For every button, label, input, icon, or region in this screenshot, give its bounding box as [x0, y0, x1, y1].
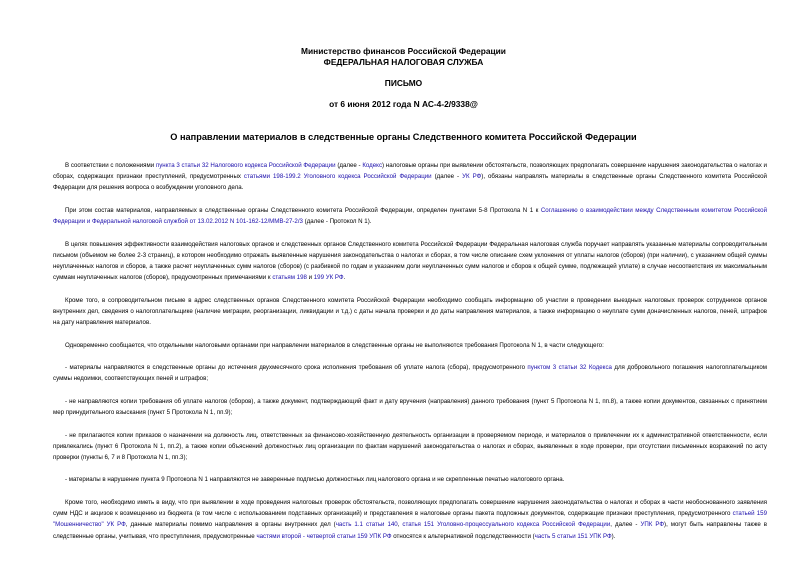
paragraph-text: (далее - Протокол N 1). — [302, 218, 372, 226]
body-paragraph — [53, 362, 767, 384]
paragraph-text: и — [306, 274, 314, 282]
document-subject: О направлении материалов в следственные органы Следственного комитета Российской Федерации — [170, 132, 637, 142]
paragraph-text: , данные материалы помимо направления в органы внутренних дел ( — [125, 521, 336, 529]
paragraph-text: - материалы направляются в следственные органы до истечения двухмесячного срока исполнения требования об уплате налога (сбора), предусмотренного — [65, 364, 528, 372]
paragraph-text: , — [397, 521, 403, 529]
paragraph-text: (далее - — [335, 162, 363, 169]
paragraph-text: относятся к альтернативной подследственности ( — [391, 532, 535, 540]
paragraph-text: . — [343, 274, 346, 282]
body-paragraph — [53, 340, 767, 351]
paragraph-text: В целях повышения эффективности взаимодействия налоговых органов и следственных органов Следственного комитета Российской Федерации Федеральная налоговая служба поручает направлять указанные материалы сопроводительным письмом (объемом не более 2-3 страниц), в котором необходимо отражать выявленные нарушения законодательства о налогах и сборах, в том числе описание схем уклонения от уплаты налогов (сборов) (при наличии), с указанием общей суммы неуплаченных налогов и сборов, а также расчет неуплаченных сумм налогов (сборов) (с разбивкой по годам и указанием доли неуплаченных сумм налогов и сборов к общей сумме, подлежащей уплате) в случае несоответствия их максимальным суммам неуплаченных налогов (сборов), предусмотренных примечаниями к — [53, 240, 767, 282]
paragraph-text: , далее - — [610, 521, 641, 529]
legal-reference-link[interactable]: статьям 198 — [272, 274, 307, 282]
legal-reference-link[interactable]: 199 УК РФ — [313, 274, 344, 282]
body-paragraph — [53, 205, 767, 227]
legal-reference-link[interactable]: статьями 198-199.2 Уголовного кодекса Российской Федерации — [243, 173, 432, 181]
legal-reference-link[interactable]: пункта 3 статьи 32 Налогового кодекса Российской Федерации — [155, 162, 336, 169]
legal-reference-link[interactable]: статьей 159 "Мошенничество" УК РФ — [53, 510, 767, 529]
paragraph-text: ) налоговые органы при выявлении обстоятельств, позволяющих предполагать совершение нарушения законодательства о налогах и сборах, содержащих признаки преступлений, предусмотренных — [53, 162, 767, 181]
body-paragraph — [53, 160, 767, 194]
legal-reference-link[interactable]: Кодекс — [362, 162, 383, 169]
issuer-block — [0, 46, 807, 67]
paragraph-text: (далее - — [431, 173, 463, 181]
document-body — [53, 160, 767, 553]
legal-reference-link[interactable]: часть 5 статьи 151 УПК РФ — [534, 532, 612, 540]
body-paragraph — [53, 474, 767, 485]
paragraph-text: Одновременно сообщается, что отдельными налоговыми органами при направлении материалов в следственные органы не выполняются требования Протокола N 1, в части следующего: — [65, 341, 604, 349]
paragraph-text: ), могут быть направлены также в следственные органы, учитывая, что преступления, предусмотренные — [53, 521, 767, 540]
paragraph-text: ). — [611, 532, 616, 540]
service-name: ФЕДЕРАЛЬНАЯ НАЛОГОВАЯ СЛУЖБА — [323, 56, 484, 67]
document-type: ПИСЬМО — [384, 78, 423, 88]
paragraph-text: В соответствии с положениями — [65, 162, 156, 169]
legal-reference-link[interactable]: часть 1.1 статьи 140 — [335, 521, 398, 529]
paragraph-text: Кроме того, в сопроводительном письме в адрес следственных органов Следственного комитета Российской Федерации необходимо сообщать информацию об участии в проведении выездных налоговых проверок сотрудников органов внутренних дел, сведения о налогоплательщике (наличие миграции, реорганизации, ликвидации и т.д.) с даты начала проверки и до даты направления материалов, а также информацию о неуплате сумм доначисленных налогов, пеней, штрафов на дату направления материалов. — [53, 296, 767, 327]
body-paragraph — [53, 295, 767, 329]
paragraph-text: При этом состав материалов, направляемых в следственные органы Следственного комитета Российской Федерации, определен пунктами 5-8 Протокола N 1 к — [65, 206, 541, 214]
paragraph-text: - не направляются копии требования об уплате налогов (сборов), а также документ, подтверждающий факт и дату вручения (направления) данного требования (пункт 5 Протокола N 1, пп.8), а также копии документов, связанных с принятием мер принудительного взыскания (пункт 5 Протокола N 1, пп.9); — [53, 397, 767, 417]
legal-reference-link[interactable]: Соглашению о взаимодействии между Следственным комитетом Российской Федерации и Федеральной налоговой службой от 13.02.2012 N 101-162-12/ММВ-27-2/3 — [53, 206, 767, 226]
paragraph-text: ), обязаны направлять материалы в следственные органы Следственного комитета Российской Федерации для решения вопроса о возбуждении уголовного дела. — [53, 173, 767, 192]
paragraph-text: для добровольного погашения налогоплательщиком суммы недоимки, соответствующих пеней и штрафов; — [53, 364, 768, 383]
legal-reference-link[interactable]: пунктом 3 статьи 32 Кодекса — [527, 364, 612, 372]
legal-reference-link[interactable]: статья 151 Уголовно-процессуального кодекса Российской Федерации — [402, 521, 611, 529]
paragraph-text: Кроме того, необходимо иметь в виду, что при выявлении в ходе проведения налоговых проверок обстоятельств, позволяющих предполагать совершение нарушения законодательства о налогах и сборах в части необоснованного заявления сумм НДС и акцизов к возмещению из бюджета (в том числе с использованием подставных организаций) и представления в налоговые органы пакета подложных документов, содержащие признаки преступления, предусмотренного — [53, 498, 767, 518]
body-paragraph — [53, 396, 767, 418]
body-paragraph — [53, 239, 767, 284]
legal-reference-link[interactable]: УК РФ — [462, 173, 482, 181]
paragraph-text: - не прилагаются копии приказов о назначении на должность лиц, ответственных за финансово-хозяйственную деятельность организации в проверяемом периоде, и материалов о привлечении их к административной ответственности, если привлекались (пункт 6 Протокола N 1, пп.2), а также копии объяснений должностных лиц организации по фактам нарушений законодательства о налогах и сборах, выявленных в ходе проверки, при отсутствии письменных возражений по акту проверки (пункты 6, 7 и 8 Протокола N 1, пп.3); — [53, 431, 767, 461]
body-paragraph — [53, 497, 767, 542]
ministry-name: Министерство финансов Российской Федерации — [301, 46, 506, 56]
legal-reference-link[interactable]: частями второй - четвертой статьи 159 УПК РФ — [256, 532, 392, 540]
document-date-number: от 6 июня 2012 года N АС-4-2/9338@ — [329, 99, 478, 109]
legal-reference-link[interactable]: УПК РФ — [640, 521, 665, 529]
paragraph-text: - материалы в нарушение пункта 9 Протокола N 1 направляются не заверенные подписью должностных лиц налогового органа и не скрепленные печатью налогового органа. — [65, 476, 565, 484]
body-paragraph — [53, 430, 767, 464]
